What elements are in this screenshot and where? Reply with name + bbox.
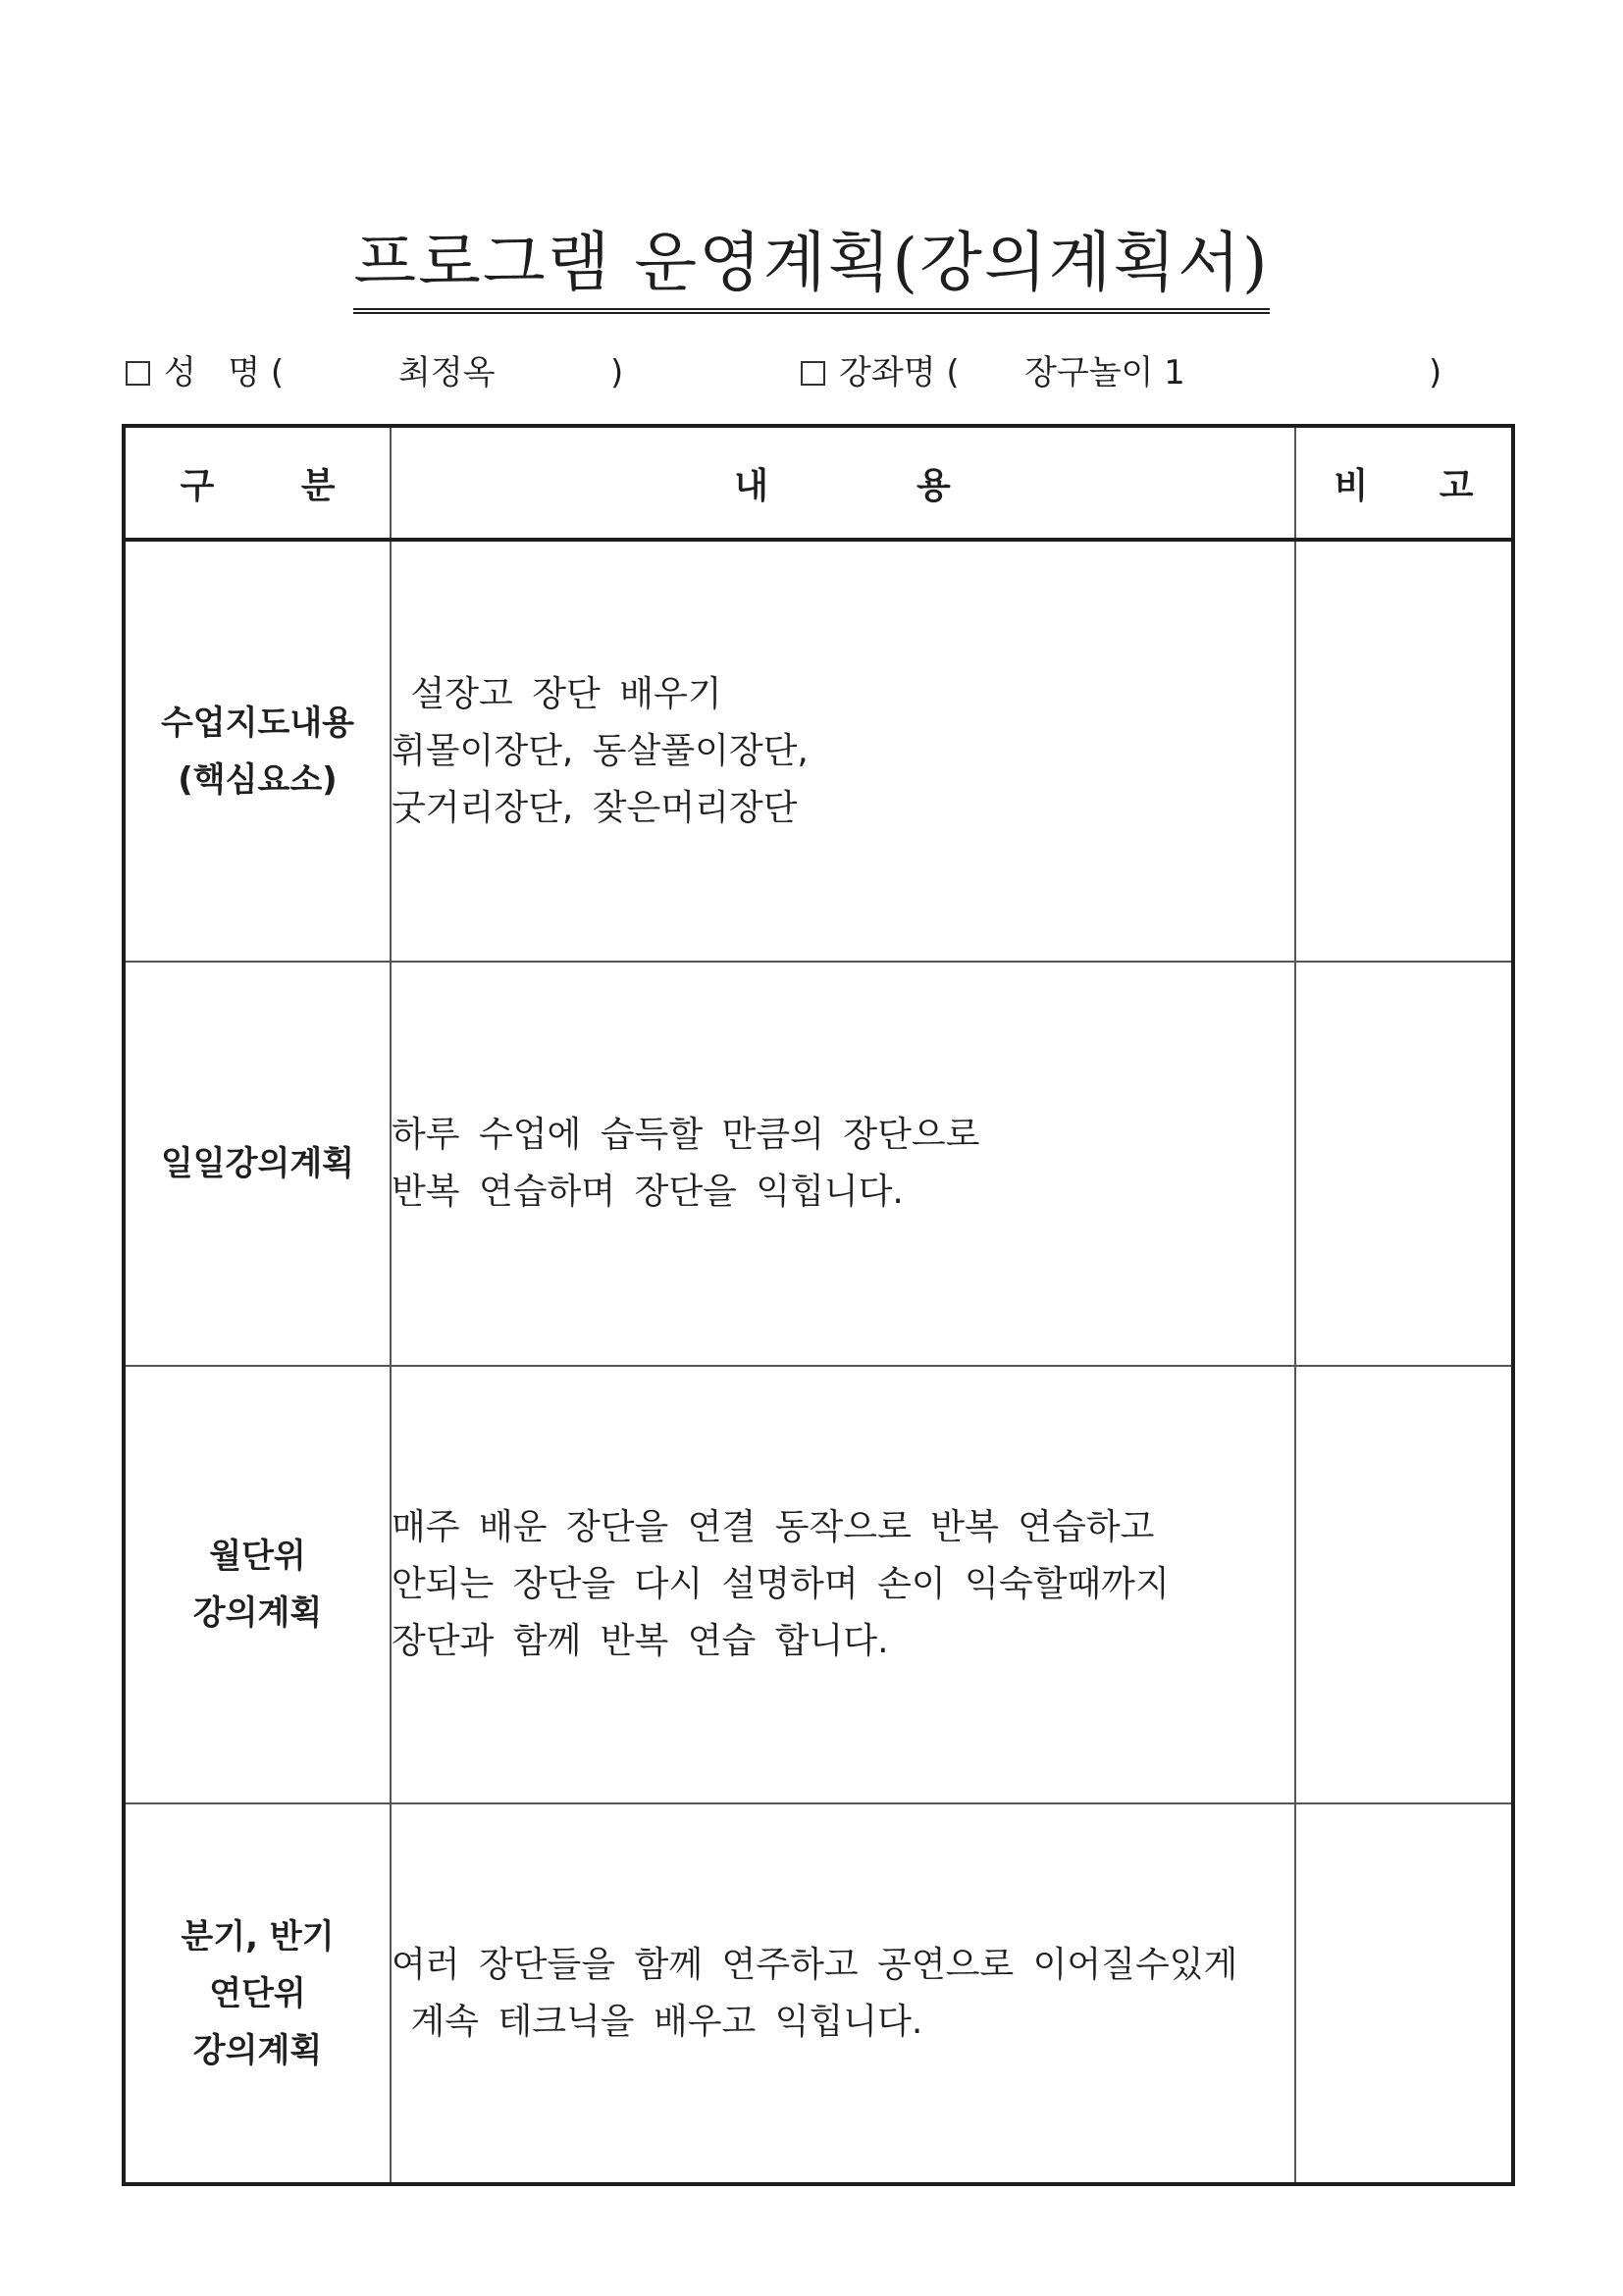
header-content [391, 426, 1295, 540]
row-category [124, 540, 391, 962]
content-line: 여러 장단들을 함께 연주하고 공연으로 이어질수있게 [392, 1944, 1238, 1985]
row-remarks [1295, 1366, 1513, 1803]
header-content-right: 용 [916, 465, 952, 506]
name-close: ) [610, 353, 624, 392]
row-content [391, 1803, 1295, 2184]
category-line: 연단위 [209, 1973, 306, 2013]
category-line: 강의계획 [192, 1593, 323, 1633]
table-row [124, 1366, 1513, 1803]
row-content [391, 540, 1295, 962]
content-line: 장단과 함께 반복 연습 합니다. [392, 1621, 889, 1661]
content-line: 설장고 장단 배우기 [392, 673, 722, 714]
table-header-row [124, 426, 1513, 540]
header-remarks: 비 고 [1295, 426, 1513, 540]
name-label: 성 명 ( [164, 353, 285, 392]
document-title-text: 프로그램 운영계획(강의계획서) [353, 224, 1269, 314]
course-label: 강좌명 ( [839, 353, 960, 392]
content-line: 계속 테크닉을 배우고 익힙니다. [392, 2001, 923, 2042]
row-category [124, 962, 391, 1366]
course-field [801, 349, 1468, 396]
content-line: 매주 배운 장단을 연결 동작으로 반복 연습하고 [392, 1507, 1155, 1547]
table-row [124, 962, 1513, 1366]
category-line: (핵심요소) [178, 759, 338, 800]
header-content-left: 내 [734, 465, 769, 506]
name-field [126, 349, 636, 396]
category-line: 분기, 반기 [181, 1916, 335, 1957]
name-value: 최정옥 [398, 353, 496, 392]
content-line: 휘몰이장단, 동살풀이장단, [392, 730, 809, 771]
content-line: 굿거리장단, 잦은머리장단 [392, 787, 798, 828]
course-checkbox-icon [801, 361, 825, 386]
course-close: ) [1429, 353, 1442, 392]
row-content [391, 962, 1295, 1366]
category-line: 월단위 [209, 1537, 306, 1576]
category-line: 일일강의계획 [160, 1144, 355, 1183]
category-line: 수업지도내용 [160, 703, 355, 743]
table-row [124, 1803, 1513, 2184]
header-category: 구 분 [124, 426, 391, 540]
content-line: 안되는 장단을 다시 설명하며 손이 익숙할때까지 [392, 1564, 1170, 1604]
row-remarks [1295, 962, 1513, 1366]
course-value: 장구놀이 1 [1024, 353, 1185, 392]
category-line: 강의계획 [192, 2030, 323, 2070]
row-category [124, 1803, 391, 2184]
lecture-plan-table [122, 424, 1515, 2186]
row-remarks [1295, 1803, 1513, 2184]
content-line: 반복 연습하며 장단을 익힙니다. [392, 1172, 904, 1212]
name-checkbox-icon [126, 361, 150, 386]
document-title [0, 224, 1623, 314]
row-category [124, 1366, 391, 1803]
content-line: 하루 수업에 습득할 만큼의 장단으로 [392, 1115, 980, 1155]
table-row [124, 540, 1513, 962]
row-content [391, 1366, 1295, 1803]
row-remarks [1295, 540, 1513, 962]
